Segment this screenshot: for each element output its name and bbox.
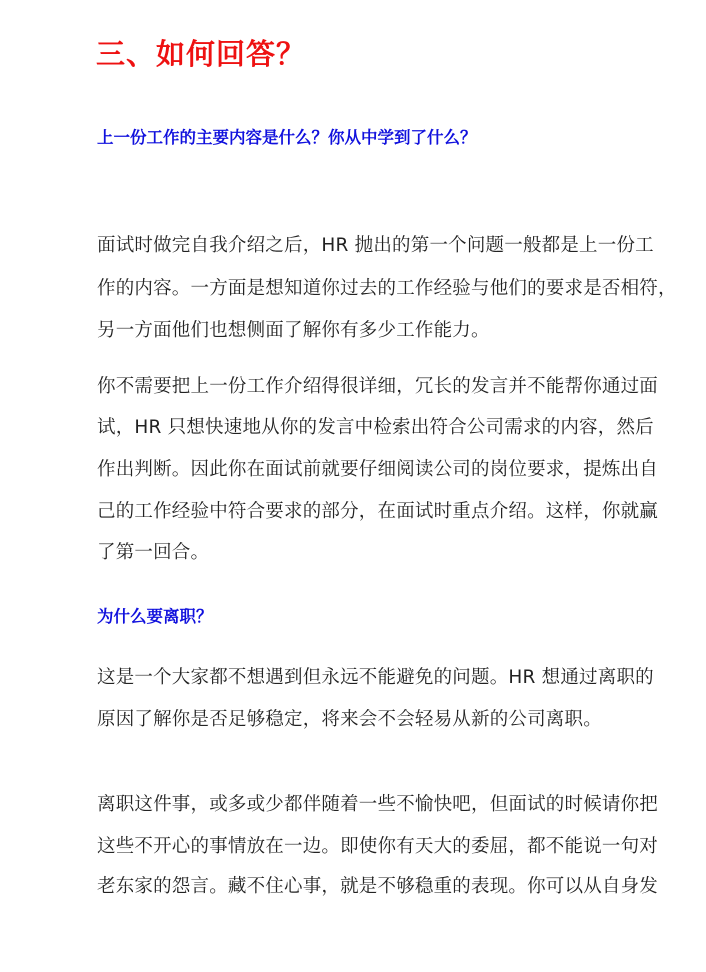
paragraph-line: 你不需要把上一份工作介绍得很详细，冗长的发言并不能帮你通过面 — [97, 376, 659, 397]
paragraph-line: 离职这件事，或多或少都伴随着一些不愉快吧，但面试的时候请你把 — [97, 794, 659, 815]
paragraph-line: 己的工作经验中符合要求的部分，在面试时重点介绍。这样，你就赢 — [97, 501, 659, 522]
paragraph-line: 这是一个大家都不想遇到但永远不能避免的问题。HR 想通过离职的 — [97, 667, 654, 688]
paragraph-line: 面试时做完自我介绍之后，HR 抛出的第一个问题一般都是上一份工 — [97, 235, 654, 256]
paragraph-line: 另一方面他们也想侧面了解你有多少工作能力。 — [97, 320, 490, 341]
paragraph-line: 这些不开心的事情放在一边。即使你有天大的委屈，都不能说一句对 — [97, 836, 659, 857]
paragraph-line: 试，HR 只想快速地从你的发言中检索出符合公司需求的内容，然后 — [97, 417, 654, 438]
paragraph-line: 老东家的怨言。藏不住心事，就是不够稳重的表现。你可以从自身发 — [97, 876, 659, 897]
paragraph-line: 了第一回合。 — [97, 542, 210, 563]
section-heading: 为什么要离职？ — [97, 607, 213, 626]
page-title: 三、如何回答？ — [96, 37, 307, 71]
paragraph-line: 原因了解你是否足够稳定，将来会不会轻易从新的公司离职。 — [97, 709, 602, 730]
section-heading: 上一份工作的主要内容是什么？你从中学到了什么？ — [97, 128, 477, 147]
paragraph-line: 作出判断。因此你在面试前就要仔细阅读公司的岗位要求，提炼出自 — [97, 459, 659, 480]
paragraph-line: 作的内容。一方面是想知道你过去的工作经验与他们的要求是否相符， — [97, 278, 677, 299]
